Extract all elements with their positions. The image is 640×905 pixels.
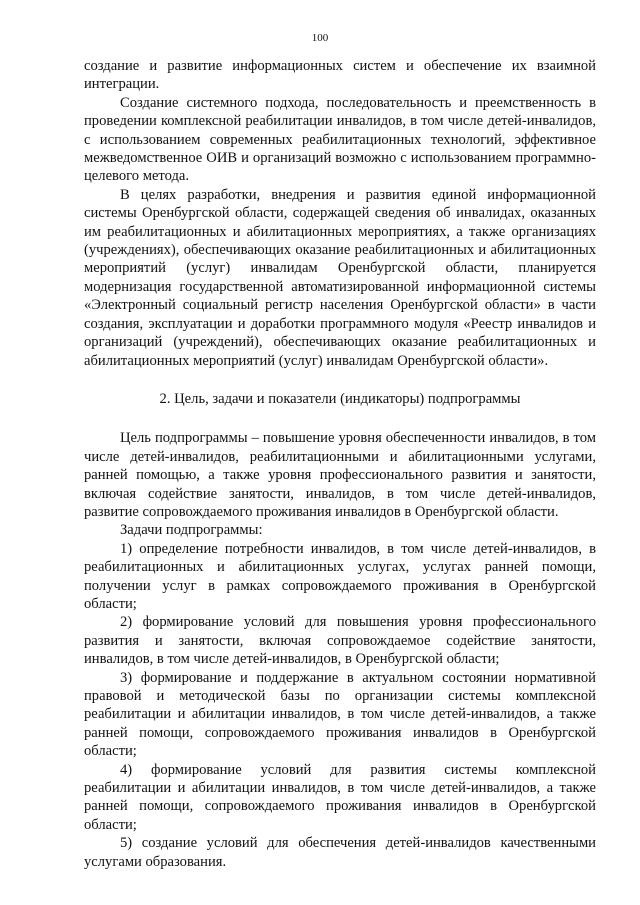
paragraph: Создание системного подхода, последовательность и преемственность в проведении комплексной реабилитации инвалидов, в том числе детей-инвалидов, с использованием современных реабилитационных технологий, эффективное межведомственное ОИВ и организаций возможно с использованием программно-целевого метода. [84,94,596,185]
document-body [84,57,596,871]
tasks-intro: Задачи подпрограммы: [120,522,263,539]
paragraph: В целях разработки, внедрения и развития единой информационной системы Оренбургской области, содержащей сведения об инвалидах, оказанных им реабилитационных и абилитационных мероприятиях, а также организациях (учреждениях), обеспечивающих оказание реабилитационных и абилитационных мероприятий (услуг) инвалидам Оренбургской области, планируется модернизация государственной автоматизированной информационной системы «Электронный социальный регистр населения Оренбургской области» в части создания, эксплуатации и доработки программного модуля «Реестр инвалидов и организаций (учреждений), обеспечивающих оказание реабилитационных и абилитационных мероприятий (услуг) инвалидам Оренбургской области». [84,186,596,369]
section-heading: 2. Цель, задачи и показатели (индикаторы) подпрограммы [159,390,521,407]
goal-paragraph: Цель подпрограммы – повышение уровня обеспеченности инвалидов, в том числе детей-инвалидов, реабилитационными и абилитационными услугами, ранней помощью, а также уровня профессионального развития и занятости, включая содействие занятости, инвалидов, в том числе детей-инвалидов, развитие сопровождаемого проживания инвалидов в Оренбургской области. [84,430,596,520]
task-item: 5) создание условий для обеспечения детей-инвалидов качественными услугами образования. [84,835,596,870]
paragraph: создание и развитие информационных систем и обеспечение их взаимной интеграции. [84,58,596,93]
task-item: 4) формирование условий для развития системы комплексной реабилитации и абилитации инвалидов, в том числе детей-инвалидов, а также ранней помощи, сопровождаемого проживания инвалидов в Оренбургской области; [84,761,596,833]
task-item: 2) формирование условий для повышения уровня профессионального развития и занятости, включая сопровождаемое содействие занятости, инвалидов, в том числе детей-инвалидов, в Оренбургской области; [84,614,596,668]
page-number: 100 [311,32,329,44]
task-item: 3) формирование и поддержание в актуальном состоянии нормативной правовой и методической базы по организации системы комплексной реабилитации и абилитации инвалидов, в том числе детей-инвалидов, а также ранней помощи, сопровождаемого проживания инвалидов в Оренбургской области; [84,669,596,760]
task-item: 1) определение потребности инвалидов, в том числе детей-инвалидов, в реабилитационных и абилитационных услугах, услугах ранней помощи, получении услуг в рамках сопровождаемого проживания в Оренбургской области; [84,540,596,612]
